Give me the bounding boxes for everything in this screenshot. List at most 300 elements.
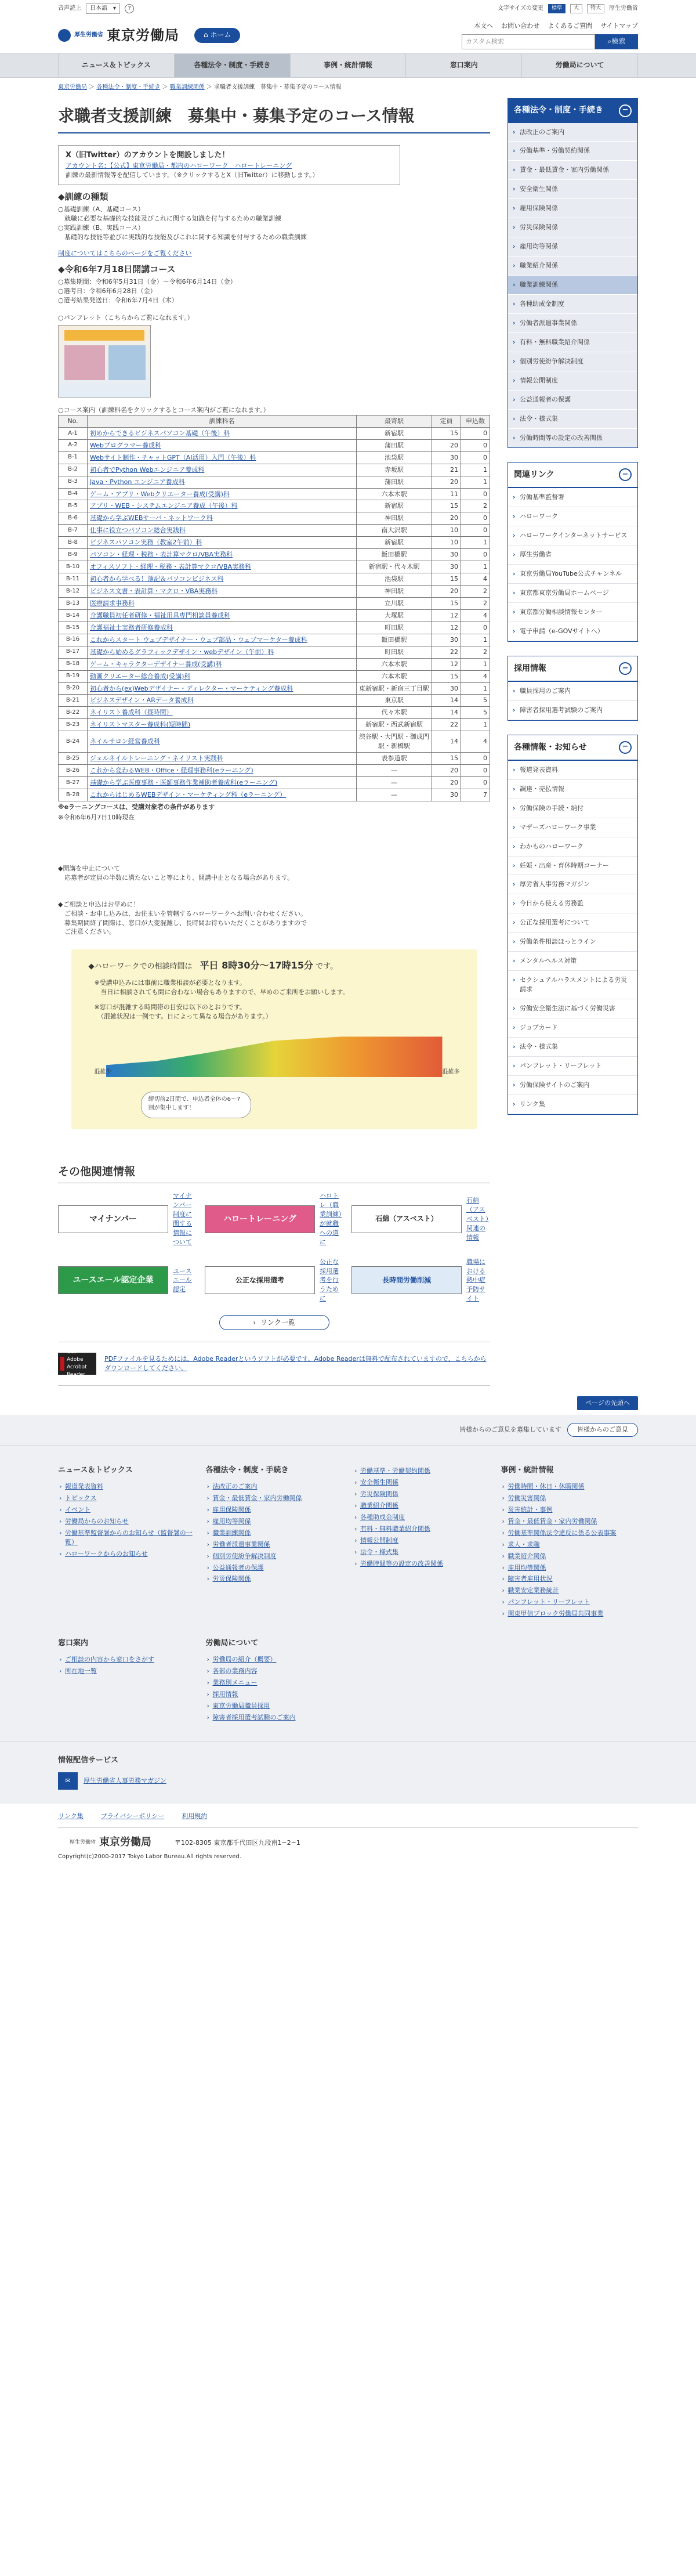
sidebar-item[interactable]: › 法改正のご案内 xyxy=(508,123,637,142)
course-no: B-19 xyxy=(59,670,88,682)
sidebar-item[interactable]: › 労働基準・労働契約関係 xyxy=(508,142,637,161)
sidebar-item[interactable]: › 今日から使える労務監 xyxy=(508,894,637,913)
course-link[interactable]: 介護福祉士実務者研修養成科 xyxy=(90,623,173,631)
nearest-station: 南大沢駅 xyxy=(357,525,432,537)
sidebar-item[interactable]: › 個別労使紛争解決制度 xyxy=(508,352,637,371)
course-name[interactable] xyxy=(88,525,357,537)
sidebar-item[interactable]: › 調達・売払情報 xyxy=(508,780,637,799)
course-name[interactable] xyxy=(88,586,357,598)
applicants: 2 xyxy=(461,597,490,609)
deadline-bubble: 締切前2日間で、申込者全体の6〜7割が集中します！ xyxy=(141,1092,251,1118)
footer-nav-link[interactable]: › 職業紹介関係 xyxy=(501,1551,639,1562)
footer-nav-link[interactable]: › 安全衛生関係 xyxy=(353,1477,491,1488)
sidebar-item[interactable]: › 雇用均等関係 xyxy=(508,237,637,256)
hellotraining-banner[interactable]: ハロートレーニング xyxy=(205,1205,315,1233)
course-name[interactable] xyxy=(88,476,357,488)
course-name[interactable] xyxy=(88,622,357,634)
footer-nav-link[interactable]: › 職業安定業務統計 xyxy=(501,1585,639,1596)
youth-yell-banner[interactable]: ユースエール認定企業 xyxy=(58,1266,168,1294)
nearest-station: — xyxy=(357,789,432,801)
footer-nav-link[interactable]: › 労働時間等の設定の改善関係 xyxy=(353,1558,491,1570)
course-link[interactable]: Webサイト制作・チャットGPT（AI活用）入門（午後）科 xyxy=(90,453,256,461)
nearest-station: — xyxy=(357,777,432,789)
footer-link[interactable]: リンク集 xyxy=(58,1812,84,1820)
footer-nav-link[interactable]: › トピックス xyxy=(58,1493,195,1504)
minus-icon[interactable]: − xyxy=(619,741,632,754)
course-name[interactable] xyxy=(88,597,357,609)
course-no: B-8 xyxy=(59,537,88,549)
course-link[interactable]: 基礎から学ぶWEBサーバ・ネットワーク科 xyxy=(90,514,213,522)
sidebar-item[interactable]: › 労働時間等の設定の改善関係 xyxy=(508,429,637,448)
ministry-name: 厚生労働省 xyxy=(74,31,103,38)
applicants: 1 xyxy=(461,634,490,646)
capacity: 30 xyxy=(432,561,461,573)
footer-column-heading: 窓口案内 xyxy=(58,1639,89,1648)
language-select[interactable]: 日本語 ▾ xyxy=(86,3,120,15)
course-link[interactable]: これからスタート ウェブデザイナー・ウェブ部品・ウェブマーケター養成科 xyxy=(90,635,307,644)
course-name[interactable] xyxy=(88,573,357,586)
nearest-station: 大塚駅 xyxy=(357,609,432,622)
opinion-button[interactable]: 皆様からのご意見 xyxy=(567,1423,638,1437)
footer-link[interactable]: 利用規約 xyxy=(182,1812,208,1820)
nearest-station: 代々木駅 xyxy=(357,707,432,719)
related-item: 長時間労働削減 職場における熱中症予防サイト xyxy=(351,1258,490,1304)
course-name[interactable] xyxy=(88,512,357,525)
course-link[interactable]: ビジネスデザイン・ARデータ養成科 xyxy=(90,696,194,704)
nearest-station: 新宿駅 xyxy=(357,427,432,439)
sidebar-item[interactable]: › 公益通報者の保護 xyxy=(508,391,637,410)
related-item: 公正な採用選考 公正な採用選考を行うために xyxy=(205,1258,343,1304)
sidebar-item[interactable]: › 公正な採用選考について xyxy=(508,913,637,933)
contact-link[interactable]: お問い合わせ xyxy=(501,22,540,30)
course-link[interactable]: ゲーム・キャラクターデザイナー養成(受講)科 xyxy=(90,660,222,668)
course-name[interactable] xyxy=(88,765,357,777)
congestion-gradient xyxy=(106,1036,443,1077)
applicants: 0 xyxy=(461,622,490,634)
hw-point: ※窓口が混雑する時間帯の目安は以下のとおりです。 xyxy=(94,1003,246,1011)
footer-nav-link[interactable]: › 労働時間・休日・休暇関係 xyxy=(501,1481,639,1493)
sidebar-item[interactable]: › 職業紹介関係 xyxy=(508,256,637,276)
voice-reader-link[interactable]: 音声読上 xyxy=(58,5,81,12)
footer-nav-link[interactable]: › 職業訓練関係 xyxy=(206,1527,343,1539)
gnav-about[interactable]: 労働局について xyxy=(521,54,638,77)
font-size-standard-button[interactable]: 標準 xyxy=(548,4,566,13)
footer-nav-link[interactable]: › 東京労働局職員採用 xyxy=(206,1700,343,1712)
course-link[interactable]: パソコン・経理・税務・表計算マクロ/VBA実務科 xyxy=(90,551,233,559)
mhlw-top-link[interactable]: 厚生労働省 xyxy=(609,5,638,12)
footer-logo[interactable]: 厚生労働省 東京労働局 xyxy=(70,1836,152,1849)
sidebar-item[interactable]: › マザーズハローワーク事業 xyxy=(508,818,637,837)
footer-nav-link[interactable]: › 障害者採用選考試験のご案内 xyxy=(206,1712,343,1724)
nearest-station: 六本木駅 xyxy=(357,488,432,500)
pdf-notice-text[interactable]: PDFファイルを見るためには、Adobe Readerというソフトが必要です。Adobe Readerは無料で配布されていますので、こちらからダウンロードしてください。 xyxy=(104,1355,487,1372)
sidebar-item[interactable]: › 労働安全衛生法に基づく労働災害 xyxy=(508,999,637,1018)
col-course: 訓練科名 xyxy=(88,415,357,427)
skip-to-content-link[interactable]: 本文へ xyxy=(474,22,494,30)
footer-nav-link[interactable]: › 公益通報者の保護 xyxy=(206,1562,343,1574)
header-links xyxy=(474,21,638,31)
course-link[interactable]: ネイリスト養成科（昼時間） xyxy=(90,709,173,717)
footer-nav-link[interactable]: › 法改正のご案内 xyxy=(206,1481,343,1493)
hellowork-hours-infographic xyxy=(71,949,477,1129)
breadcrumb-item[interactable]: 東京労働局 xyxy=(58,84,87,91)
sidebar-item[interactable]: › メンタルヘルス対策 xyxy=(508,952,637,971)
footer-nav-link[interactable]: › 労働局からのお知らせ xyxy=(58,1516,195,1527)
sidebar-item[interactable]: › 労働保険サイトのご案内 xyxy=(508,1076,637,1095)
elearning-note: ※eラーニングコースは、受講対象者の条件があります xyxy=(58,803,215,811)
course-name[interactable] xyxy=(88,537,357,549)
capacity: 15 xyxy=(432,427,461,439)
applicants: 1 xyxy=(461,476,490,488)
footer-nav-link[interactable]: › 賃金・最低賃金・家内労働関係 xyxy=(206,1493,343,1504)
course-link[interactable]: ビジネス文書・表計算・マクロ・VBA実務科 xyxy=(90,587,218,595)
course-name[interactable] xyxy=(88,634,357,646)
nearest-station: 赤坂駅 xyxy=(357,464,432,476)
nearest-station: 東新宿駅・新宿三丁目駅 xyxy=(357,682,432,695)
sidebar-item[interactable]: › ジョブカード xyxy=(508,1018,637,1038)
applicants: 0 xyxy=(461,765,490,777)
sidebar-item[interactable]: › 電子申請（e-GOVサイトへ） xyxy=(508,622,637,641)
footer-nav-link[interactable]: › 職業紹介関係 xyxy=(353,1500,491,1512)
course-link[interactable]: これから変わるWEB・Office・経理事務科(eラーニング) xyxy=(90,767,253,775)
mail-service-heading: 情報配信サービス xyxy=(58,1755,119,1765)
sidebar-item[interactable]: › 東京都労働相談情報センター xyxy=(508,603,637,622)
sidebar-item[interactable]: › ハローワークインターネットサービス xyxy=(508,526,637,545)
course-link[interactable]: 初めからできるビジネスパソコン基礎（午後）科 xyxy=(90,429,230,437)
table-row xyxy=(59,561,490,573)
course-no: B-24 xyxy=(59,731,88,753)
course-link[interactable]: ゲーム・アプリ・Webクリエーター養成(受講)科 xyxy=(90,490,230,498)
course-name[interactable] xyxy=(88,488,357,500)
course-link[interactable]: 初心者から学べる！簿記＆パソコンビジネス科 xyxy=(90,575,224,583)
footer-column xyxy=(501,1457,639,1620)
search-input[interactable]: カスタム検索 xyxy=(462,34,595,49)
font-size-label: 文字サイズの変更 xyxy=(497,5,543,12)
footer-nav-link[interactable]: › 関東甲信ブロック労働局共同事業 xyxy=(501,1608,639,1620)
footer-nav-link[interactable]: › ご相談の内容から窓口をさがす xyxy=(58,1654,195,1665)
course-no: B-14 xyxy=(59,609,88,622)
gnav-cases[interactable]: 事例・統計情報 xyxy=(290,54,406,77)
course-link[interactable]: Java・Python エンジニア養成科 xyxy=(90,478,185,486)
sidebar-item[interactable]: › 労働者派遣事業関係 xyxy=(508,314,637,333)
footer-nav-link[interactable]: › パンフレット・リーフレット xyxy=(501,1596,639,1608)
breadcrumb-item[interactable]: 職業訓練関係 xyxy=(169,84,205,91)
course-link[interactable]: ジェルネイルトレーニング・ネイリスト実践科 xyxy=(90,754,223,763)
nearest-station: 新宿駅・西武新宿駅 xyxy=(357,719,432,731)
sidebar-item[interactable]: › ハローワーク xyxy=(508,507,637,526)
sidebar-item[interactable]: › 有料・無料職業紹介関係 xyxy=(508,333,637,352)
course-link[interactable]: これからはじめるWEBデザイン・マーケティング科（eラーニング） xyxy=(90,790,287,799)
course-name[interactable] xyxy=(88,682,357,695)
mynumber-banner[interactable]: マイナンバー xyxy=(58,1205,168,1233)
sidebar-item[interactable]: › 職員採用のご案内 xyxy=(508,682,637,701)
course-link[interactable]: ビジネスパソコン実務（教室2午前）科 xyxy=(90,539,202,547)
footer-nav-link[interactable]: › 法令・様式集 xyxy=(353,1547,491,1558)
link-list-button[interactable]: › リンク一覧 xyxy=(219,1315,329,1330)
home-button[interactable]: ⌂ ホーム xyxy=(194,28,240,42)
footer-nav-link[interactable]: › 有料・無料職業紹介関係 xyxy=(353,1523,491,1535)
sidebar-item[interactable]: › セクシュアルハラスメントによる労災請求 xyxy=(508,971,637,999)
footer-nav-link[interactable]: › 雇用保険関係 xyxy=(206,1504,343,1516)
pdf-notice xyxy=(58,1342,490,1386)
sidebar-item[interactable]: › リンク集 xyxy=(508,1095,637,1114)
course-link[interactable]: ネイリストマスター養成科(短時間) xyxy=(90,721,191,729)
footer-nav-link[interactable]: › 労働局の紹介（概要） xyxy=(206,1654,343,1665)
capacity: 12 xyxy=(432,658,461,670)
course-name[interactable] xyxy=(88,646,357,658)
search-button[interactable]: ⌕ 検索 xyxy=(595,34,638,49)
course-name[interactable] xyxy=(88,719,357,731)
nearest-station: 蒲田駅 xyxy=(357,476,432,488)
course-name[interactable] xyxy=(88,789,357,801)
footer-link[interactable]: プライバシーポリシー xyxy=(100,1812,165,1820)
page-top-button[interactable]: ページの先頭へ xyxy=(577,1396,638,1410)
font-size-large-button[interactable]: 大 xyxy=(570,4,582,13)
mail-magazine-link[interactable]: 厚生労働省人事労務マガジン xyxy=(84,1776,166,1784)
sidebar-item[interactable]: › 法令・様式集 xyxy=(508,410,637,429)
footer-nav-link[interactable]: › 賃金・最低賃金・家内労働関係 xyxy=(501,1516,639,1527)
course-no: B-18 xyxy=(59,658,88,670)
nearest-station: 町田駅 xyxy=(357,646,432,658)
course-link[interactable]: オフィスソフト・経理・税務・表計算マクロ/VBA実務科 xyxy=(90,563,252,571)
footer-nav-link[interactable]: › 各部の業務内容 xyxy=(206,1665,343,1677)
applicants: 4 xyxy=(461,670,490,682)
course-link[interactable]: 基礎から始めるグラフィックデザイン・webデザイン（午前）科 xyxy=(90,648,274,656)
course-name[interactable] xyxy=(88,609,357,622)
table-row xyxy=(59,707,490,719)
home-icon: ⌂ xyxy=(204,31,211,39)
asbestos-banner[interactable]: 石綿（アスベスト） xyxy=(351,1205,462,1233)
site-search xyxy=(462,34,638,49)
course-no: B-1 xyxy=(59,451,88,464)
footer-nav-link[interactable]: › 報道発表資料 xyxy=(58,1481,195,1493)
footer-column-heading: 各種法令・制度・手続き xyxy=(205,1466,289,1475)
course-link[interactable]: 医療請求事務科 xyxy=(90,599,135,607)
pamphlet-thumbnail[interactable] xyxy=(58,325,151,398)
system-info-link[interactable]: 制度についてはこちらのページをご覧ください xyxy=(58,249,192,257)
applicants: 0 xyxy=(461,427,490,439)
nearest-station: 飯田橋駅 xyxy=(357,549,432,561)
x-account-link[interactable]: アカウント名：【公式】東京労働局・都内のハローワーク ハロートレーニング xyxy=(66,162,292,170)
course-name[interactable] xyxy=(88,464,357,476)
apply-heading: ◆ご相談と申込はお早めに！ xyxy=(58,900,140,908)
capacity: 30 xyxy=(432,451,461,464)
applicants: 5 xyxy=(461,695,490,707)
course-name[interactable] xyxy=(88,439,357,451)
course-no: B-7 xyxy=(59,525,88,537)
course-link[interactable]: 仕事に役立つパソコン総合実践科 xyxy=(90,526,186,534)
nearest-station: 飯田橋駅 xyxy=(357,634,432,646)
arrow-right-icon: › xyxy=(253,1318,256,1327)
table-row xyxy=(59,719,490,731)
course-name[interactable] xyxy=(88,427,357,439)
footer-nav-link[interactable]: › 労働基準関係法令違反に係る公表事案 xyxy=(501,1527,639,1539)
sidebar-item[interactable]: › 雇用保険関係 xyxy=(508,199,637,218)
gnav-laws[interactable]: 各種法令・制度・手続き xyxy=(174,54,290,77)
course-no: B-17 xyxy=(59,646,88,658)
table-row xyxy=(59,597,490,609)
footer-nav-link[interactable]: › 求人・求職 xyxy=(501,1539,639,1551)
capacity: 15 xyxy=(432,597,461,609)
capacity: 12 xyxy=(432,609,461,622)
overwork-banner[interactable]: 長時間労働削減 xyxy=(351,1266,462,1294)
capacity: 10 xyxy=(432,525,461,537)
course-name[interactable] xyxy=(88,451,357,464)
footer-nav-link[interactable]: › 労働基準・労働契約関係 xyxy=(353,1465,491,1477)
table-row xyxy=(59,427,490,439)
nearest-station: 六本木駅 xyxy=(357,658,432,670)
sidebar xyxy=(507,98,638,1386)
footer-nav-link[interactable]: › 労働者派遣事業関係 xyxy=(206,1539,343,1551)
capacity: 15 xyxy=(432,500,461,512)
sidebar-item[interactable]: › 厚労省人事労務マガジン xyxy=(508,875,637,894)
footer-nav-link[interactable]: › 労働災害関係 xyxy=(501,1493,639,1504)
course-no: B-22 xyxy=(59,707,88,719)
footer-nav-link[interactable]: › 労災保険関係 xyxy=(353,1488,491,1500)
footer-column xyxy=(353,1457,491,1620)
chevron-down-icon: ▾ xyxy=(113,5,117,12)
breadcrumb-current: 求職者支援訓練 募集中・募集予定のコース情報 xyxy=(214,84,342,91)
sidebar-item[interactable]: › 法令・様式集 xyxy=(508,1038,637,1057)
font-size-xlarge-button[interactable]: 特大 xyxy=(587,4,604,13)
nearest-station: 渋谷駅・大門駅・御成門駅・新橋駅 xyxy=(357,731,432,753)
table-row xyxy=(59,753,490,765)
related-item: ハロートレーニング ハロトレ（職業訓練）が就職への道に xyxy=(205,1191,343,1247)
course-link[interactable]: 介護職員初任者研修・福祉用具専門相談員養成科 xyxy=(90,611,230,619)
breadcrumb-item[interactable]: 各種法令・制度・手続き xyxy=(96,84,161,91)
help-icon[interactable]: ? xyxy=(125,4,134,13)
capacity: 30 xyxy=(432,682,461,695)
sidebar-item[interactable]: › 労働基準監督署 xyxy=(508,488,637,507)
footer-nav-link[interactable]: › イベント xyxy=(58,1504,195,1516)
sidebar-item[interactable]: › 労働保険の手続・納付 xyxy=(508,799,637,818)
sidebar-item[interactable]: › 職業訓練関係 xyxy=(508,276,637,295)
col-capacity: 定員 xyxy=(432,415,461,427)
sitemap-link[interactable]: サイトマップ xyxy=(600,22,638,30)
sidebar-item[interactable]: › パンフレット・リーフレット xyxy=(508,1057,637,1076)
sidebar-item[interactable]: › 東京都東京労働局ホームページ xyxy=(508,584,637,603)
sidebar-item[interactable]: › 妊娠・出産・育休時期コーナー xyxy=(508,857,637,876)
sidebar-item[interactable]: › 各種助成金制度 xyxy=(508,295,637,314)
main-content xyxy=(58,98,490,1386)
course-link[interactable]: 初心者から(ex)Webデザイナー・ディレクター・マーケティング養成科 xyxy=(90,684,293,692)
capacity: 21 xyxy=(432,464,461,476)
sidebar-item[interactable]: › 厚生労働省 xyxy=(508,545,637,565)
course-name[interactable] xyxy=(88,561,357,573)
footer-nav-link[interactable]: › 業務別メニュー xyxy=(206,1677,343,1689)
applicants: 0 xyxy=(461,451,490,464)
course-table xyxy=(58,415,490,801)
course-name[interactable] xyxy=(88,777,357,789)
adobe-reader-badge[interactable]: Get Adobe Acrobat Reader xyxy=(58,1353,96,1375)
course-name[interactable] xyxy=(88,753,357,765)
course-name[interactable] xyxy=(88,707,357,719)
sidebar-item[interactable]: › 東京労働局YouTube公式チャンネル xyxy=(508,565,637,584)
address: 〒102-8305 東京都千代田区九段南1−2−1 xyxy=(175,1838,300,1847)
footer-nav-link[interactable]: › 災害統計・事例 xyxy=(501,1504,639,1516)
table-row xyxy=(59,609,490,622)
course-link[interactable]: アプリ・WEB・システムエンジニア養成（午後）科 xyxy=(90,502,238,510)
table-row xyxy=(59,789,490,801)
footer-nav-link[interactable]: › ハローワークからのお知らせ xyxy=(58,1548,195,1560)
page-title: 求職者支援訓練 募集中・募集予定のコース情報 xyxy=(58,98,490,134)
course-link[interactable]: 動画クリエーター総合養成(受講)科 xyxy=(90,672,191,680)
nearest-station: 神田駅 xyxy=(357,586,432,598)
as-of-note: ※令和6年6月7日10時現在 xyxy=(58,813,135,821)
course-name[interactable] xyxy=(88,658,357,670)
footer-nav-link[interactable]: › 障害者雇用状況 xyxy=(501,1573,639,1585)
course-name[interactable] xyxy=(88,670,357,682)
course-name[interactable] xyxy=(88,500,357,512)
sidebar-item[interactable]: › 障害者採用選考試験のご案内 xyxy=(508,701,637,720)
sidebar-item[interactable]: › わかものハローワーク xyxy=(508,837,637,857)
fair-hiring-banner[interactable]: 公正な採用選考 xyxy=(205,1266,315,1294)
footer-nav-link[interactable]: › 労災保険関係 xyxy=(206,1573,343,1585)
gnav-counter[interactable]: 窓口案内 xyxy=(405,54,521,77)
faq-link[interactable]: よくあるご質問 xyxy=(548,22,593,30)
sidebar-recruit: 採用情報 − › 職員採用のご案内 › 障害者採用選考試験のご案内 xyxy=(507,656,638,721)
footer-nav-link[interactable]: › 各種助成金制度 xyxy=(353,1512,491,1523)
table-row xyxy=(59,439,490,451)
sidebar-item[interactable]: › 労災保険関係 xyxy=(508,218,637,237)
course-name[interactable] xyxy=(88,695,357,707)
course-link[interactable]: Webプログラマー養成科 xyxy=(90,441,161,449)
course-link[interactable]: 初心者でPython Webエンジニア養成科 xyxy=(90,465,205,474)
course-link[interactable]: 基礎から学ぶ医療事務・医師事務作業補助者養成科(eラーニング) xyxy=(90,779,278,787)
footer-column-heading: ニュース＆トピックス xyxy=(58,1466,133,1475)
applicants: 0 xyxy=(461,525,490,537)
nearest-station: 町田駅 xyxy=(357,622,432,634)
footer-nav-link[interactable]: › 雇用均等関係 xyxy=(206,1516,343,1527)
course-link[interactable]: ネイルサロン経営養成科 xyxy=(90,738,160,746)
course-no: B-2 xyxy=(59,464,88,476)
minus-icon[interactable]: − xyxy=(619,468,632,481)
applicants: 0 xyxy=(461,512,490,525)
footer-nav-link[interactable]: › 雇用均等関係 xyxy=(501,1562,639,1574)
apply-text: ご注意ください。 xyxy=(58,928,115,936)
minus-icon[interactable]: − xyxy=(619,662,632,675)
footer-column xyxy=(58,1630,195,1723)
sidebar-item[interactable]: › 安全衛生関係 xyxy=(508,180,637,199)
course-name[interactable] xyxy=(88,549,357,561)
applicants: 0 xyxy=(461,753,490,765)
sidebar-item[interactable]: › 情報公開制度 xyxy=(508,371,637,391)
table-row xyxy=(59,765,490,777)
course-name[interactable] xyxy=(88,731,357,753)
types-line: 基礎的な技能等並びに実践的な技能及びこれに関する知識を付与するための職業訓練 xyxy=(58,233,307,241)
capacity: 30 xyxy=(432,549,461,561)
minus-icon[interactable]: − xyxy=(619,104,632,117)
site-logo[interactable] xyxy=(58,26,240,46)
capacity: 20 xyxy=(432,586,461,598)
capacity: 20 xyxy=(432,439,461,451)
applicants: 1 xyxy=(461,658,490,670)
sidebar-item[interactable]: › 労働条件相談ほっとライン xyxy=(508,933,637,952)
footer-nav-link[interactable]: › 採用情報 xyxy=(206,1689,343,1700)
footer-nav-link[interactable]: › 所在地一覧 xyxy=(58,1665,195,1677)
selection-date: ○選考日：令和6年6月28日（金） xyxy=(58,287,157,295)
apply-text: ご相談・お申し込みは、お住まいを管轄するハローワークへお問い合わせください。 xyxy=(58,909,307,917)
sidebar-laws xyxy=(507,98,638,449)
sidebar-item[interactable]: › 報道発表資料 xyxy=(508,761,637,780)
course-no: B-6 xyxy=(59,512,88,525)
footer-nav-link[interactable]: › 個別労使紛争解決制度 xyxy=(206,1551,343,1562)
footer-nav-link[interactable]: › 情報公開制度 xyxy=(353,1535,491,1547)
sidebar-item[interactable]: › 賃金・最低賃金・家内労働関係 xyxy=(508,161,637,180)
gnav-news[interactable]: ニュース＆トピックス xyxy=(58,54,174,77)
footer-nav-link[interactable]: › 労働基準監督署からのお知らせ（監督署の一覧） xyxy=(58,1527,195,1548)
applicants: 1 xyxy=(461,537,490,549)
